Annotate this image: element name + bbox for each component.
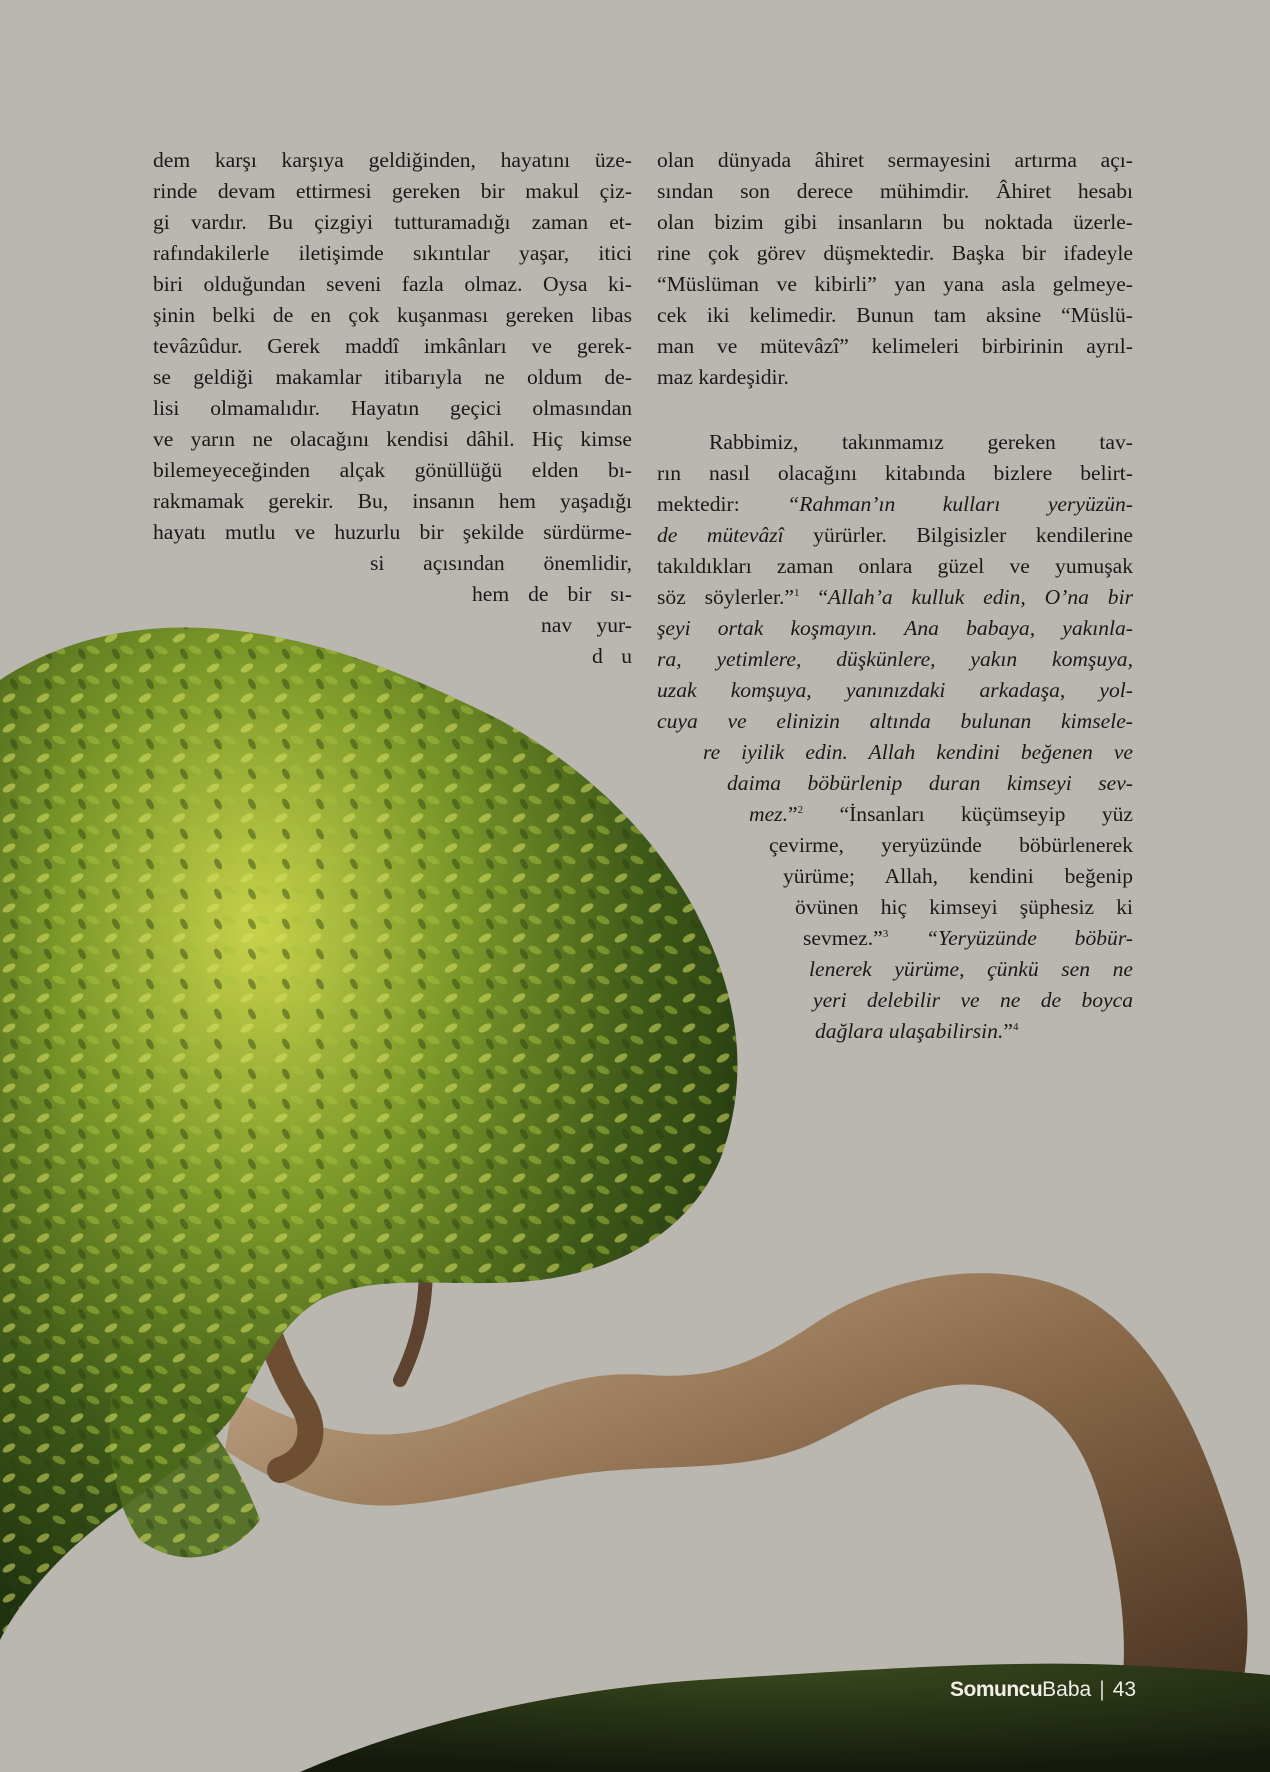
right-line xyxy=(815,1021,1018,1043)
right-line: övünen hiç kimseyi şüphesiz ki xyxy=(795,895,1133,919)
left-line: tevâzûdur. Gerek maddî imkânları ve gerek- xyxy=(153,334,632,358)
right-line: rine çok görev düşmektedir. Başka bir ifadeyle xyxy=(657,241,1133,265)
quote-run: “Rahman’ın kulları yeryüzün- xyxy=(787,492,1133,516)
quote-run: Allah’a kulluk edin, O’na bir xyxy=(827,585,1134,609)
left-line: bilemeyeceğinden alçak gönüllüğü elden bı- xyxy=(153,458,632,482)
footnote-ref: 1 xyxy=(793,587,800,599)
right-line: daima böbürlenip duran kimseyi sev- xyxy=(727,771,1133,795)
text-run: mektedir: xyxy=(657,492,788,516)
quote-run: de mütevâzî xyxy=(657,523,784,547)
right-line: takıldıkları zaman onlara güzel ve yumuşak xyxy=(657,554,1133,578)
footer-separator: | xyxy=(1099,1678,1105,1701)
left-line: si açısından önemlidir, xyxy=(370,551,632,575)
page-number: 43 xyxy=(1112,1678,1137,1701)
footnote-ref: 2 xyxy=(797,804,804,816)
right-line: “Müslüman ve kibirli” yan yana asla gelmeye- xyxy=(657,272,1133,296)
text-run: söz söylerler.” xyxy=(657,585,794,609)
right-line: ra, yetimlere, düşkünlere, yakın komşuya, xyxy=(657,647,1133,671)
left-line: nav yur- xyxy=(541,613,632,637)
right-line xyxy=(657,494,1133,516)
text-run: “ xyxy=(799,585,828,609)
page-footer xyxy=(950,1678,1136,1702)
text-run: yürürler. Bilgisizler kendilerine xyxy=(783,523,1133,547)
left-line: d u xyxy=(592,644,632,668)
text-run: “İnsanları küçümseyip yüz xyxy=(803,802,1133,826)
tree-trunk xyxy=(225,1273,1248,1700)
right-line: lenerek yürüme, çünkü sen ne xyxy=(809,957,1133,981)
left-line: hayatı mutlu ve huzurlu bir şekilde sürdürme- xyxy=(153,520,632,544)
right-line: yeri delebilir ve ne de boyca xyxy=(813,988,1133,1012)
left-line: rafındakilerle iletişimde sıkıntılar yaşar, itici xyxy=(153,241,632,265)
footnote-ref: 3 xyxy=(882,928,889,940)
left-line: se geldiği makamlar itibarıyla ne oldum de- xyxy=(153,365,632,389)
right-line: sından son derece mühimdir. Âhiret hesabı xyxy=(657,179,1133,203)
brand-name-bold: Somuncu xyxy=(950,1678,1043,1701)
right-line: şeyi ortak koşmayın. Ana babaya, yakınla- xyxy=(657,616,1133,640)
right-line: olan bizim gibi insanların bu noktada üzerle- xyxy=(657,210,1133,234)
left-line: şinin belki de en çok kuşanması gereken libas xyxy=(153,303,632,327)
left-line: biri olduğundan seveni fazla olmaz. Oysa ki- xyxy=(153,272,632,296)
quote-run: mez. xyxy=(749,802,788,826)
left-line: rakmamak gerekir. Bu, insanın hem yaşadığı xyxy=(153,489,632,513)
right-line: man ve mütevâzî” kelimeleri birbirinin ayrıl- xyxy=(657,334,1133,358)
footnote-ref: 4 xyxy=(1012,1021,1019,1033)
right-line: re iyilik edin. Allah kendini beğenen ve xyxy=(703,740,1133,764)
left-line: rinde devam ettirmesi gereken bir makul çiz- xyxy=(153,179,632,203)
text-run: sevmez.” xyxy=(803,926,883,950)
right-line xyxy=(657,587,1133,609)
quote-run: dağlara ulaşabilirsin. xyxy=(815,1019,1004,1043)
right-line: yürüme; Allah, kendini beğenip xyxy=(783,864,1133,888)
right-line xyxy=(749,804,1133,826)
quote-run: “Yeryüzünde böbür- xyxy=(888,926,1133,950)
left-line: hem de bir sı- xyxy=(472,582,632,606)
left-line: lisi olmamalıdır. Hayatın geçici olmasından xyxy=(153,396,632,420)
right-line: cek iki kelimedir. Bunun tam aksine “Müslü- xyxy=(657,303,1133,327)
text-run: ” xyxy=(787,802,798,826)
right-line: çevirme, yeryüzünde böbürlenerek xyxy=(769,833,1133,857)
left-line: gi vardır. Bu çizgiyi tutturamadığı zaman et- xyxy=(153,210,632,234)
right-line: Rabbimiz, takınmamız gereken tav- xyxy=(709,430,1133,454)
right-line xyxy=(657,525,1133,547)
text-run: ” xyxy=(1003,1019,1013,1043)
right-line: olan dünyada âhiret sermayesini artırma açı- xyxy=(657,148,1133,172)
left-line: ve yarın ne olacağını kendisi dâhil. Hiç kimse xyxy=(153,427,632,451)
right-line: maz kardeşidir. xyxy=(657,365,789,389)
right-line: uzak komşuya, yanınızdaki arkadaşa, yol- xyxy=(657,678,1133,702)
left-line: dem karşı karşıya geldiğinden, hayatını üze- xyxy=(153,148,632,172)
right-line xyxy=(803,928,1133,950)
right-line: cuya ve elinizin altında bulunan kimsele- xyxy=(657,709,1133,733)
right-line: rın nasıl olacağını kitabında bizlere belirt- xyxy=(657,461,1133,485)
brand-name-light: Baba xyxy=(1042,1678,1092,1701)
